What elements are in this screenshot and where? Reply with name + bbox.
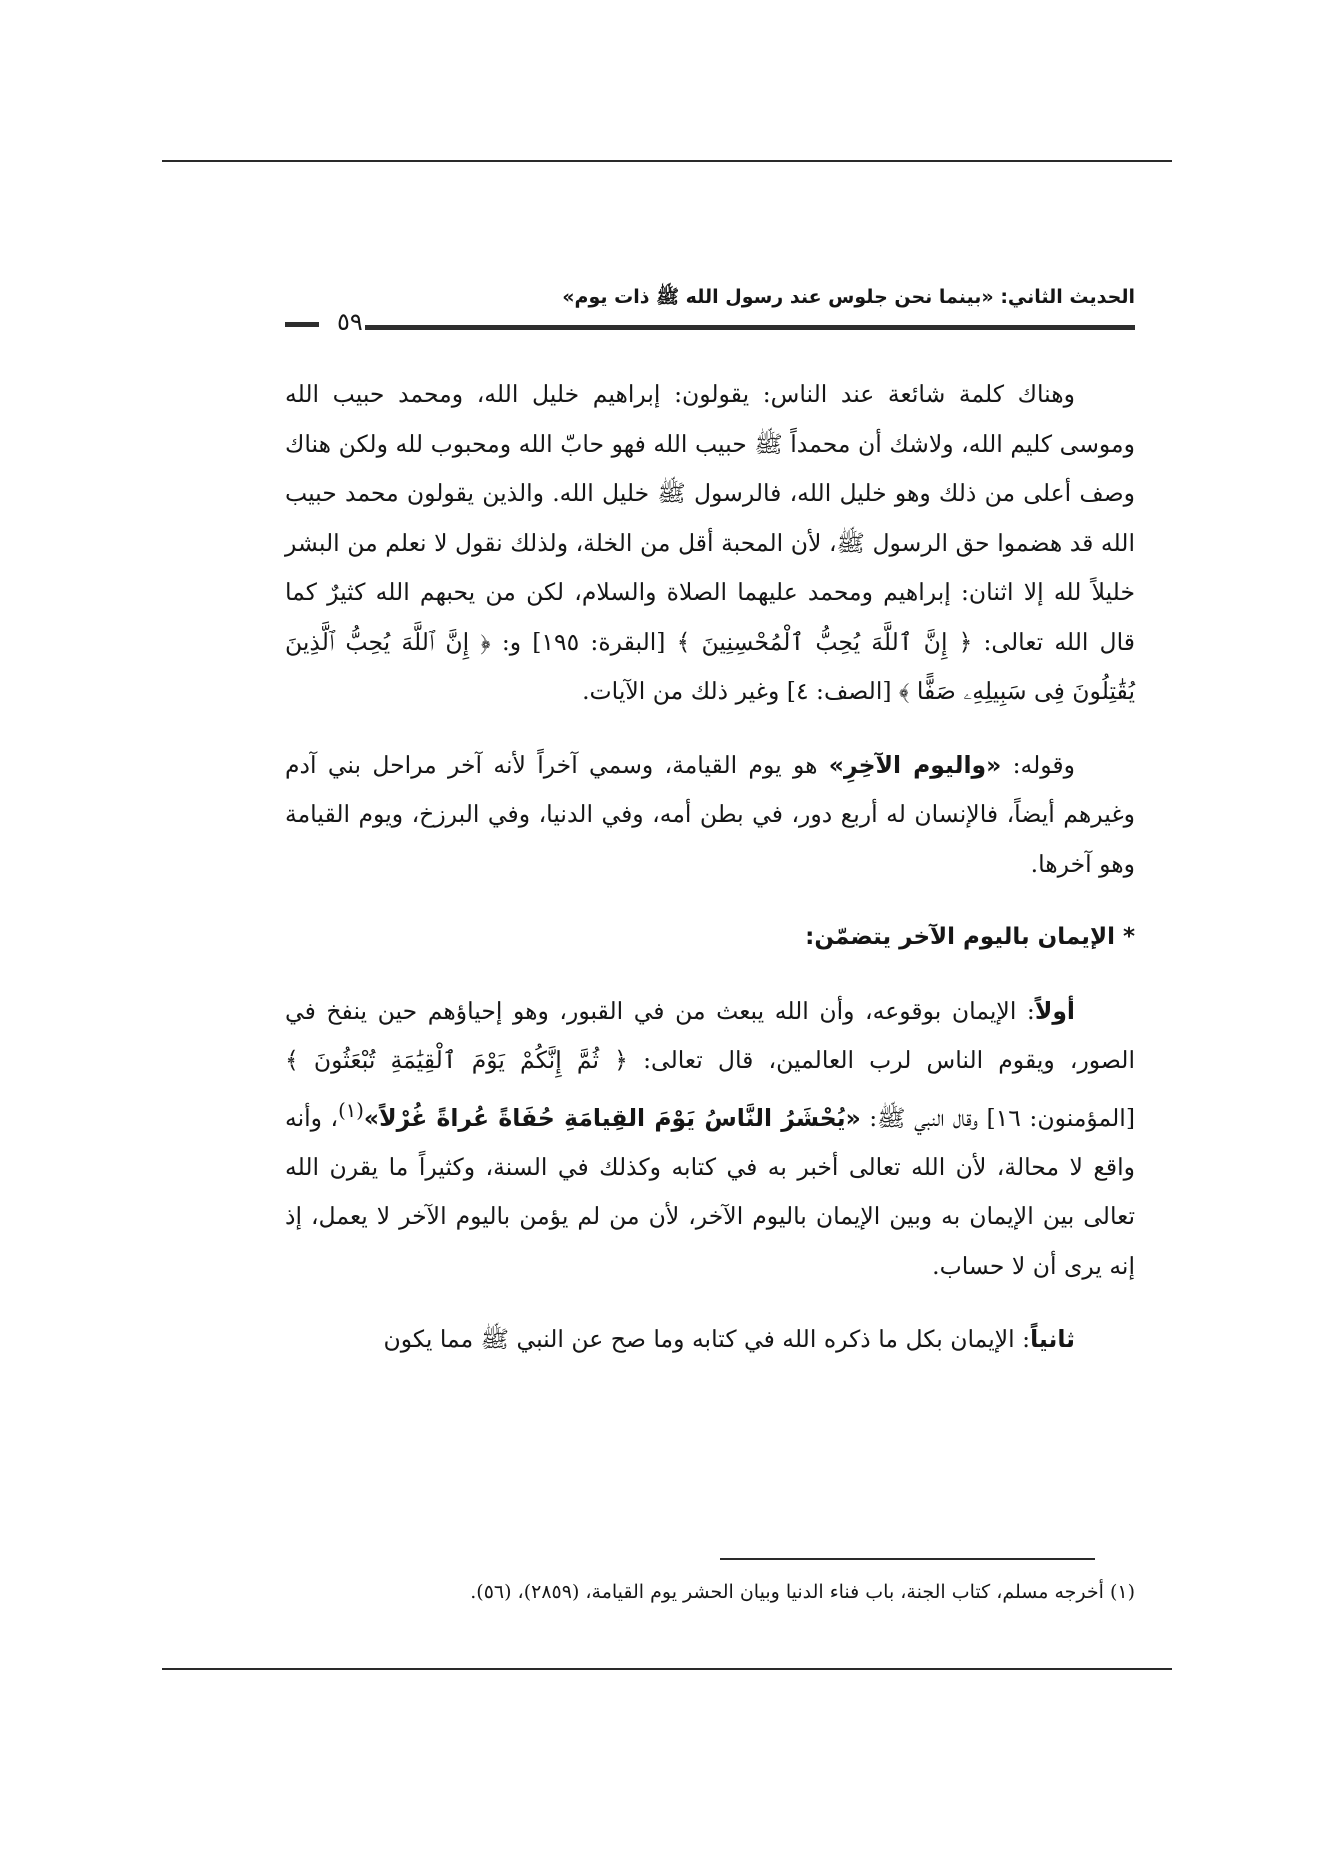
paragraph-khalil: وهناك كلمة شائعة عند الناس: يقولون: إبراهيم خليل الله، ومحمد حبيب الله وموسى كليم الله، ولاشك أن محمداً ﷺ حبيب الله فهو حابّ الله ومحبوب لله ولكن هناك وصف أعلى من ذلك وهو خليل الله، فالرسول ﷺ خليل الله. والذين يقولون محمد حبيب الله قد هضموا حق الرسول ﷺ، لأن المحبة أقل من الخلة، ولذلك نقول لا نعلم من البشر خليلاً لله إلا اثنان: إبراهيم ومحمد عليهما الصلاة والسلام، لكن من يحبهم الله كثيرٌ كما قال الله تعالى: ﴿ إِنَّ ٱللَّهَ يُحِبُّ ٱلْمُحْسِنِينَ ﴾ [البقرة: ١٩٥] و: ﴿ إِنَّ ٱللَّهَ يُحِبُّ ٱلَّذِينَ يُقَٰتِلُونَ فِى سَبِيلِهِۦ صَفًّا ﴾ [الصف: ٤] وغير ذلك من الآيات. <box>285 380 1135 705</box>
paragraph-second-text: : الإيمان بكل ما ذكره الله في كتابه وما صح عن النبي ﷺ مما يكون <box>383 1325 1031 1354</box>
footnote-reference: (١) <box>338 1098 364 1122</box>
footnote-text: أخرجه مسلم، كتاب الجنة، باب فناء الدنيا وبيان الحشر يوم القيامة، (٢٨٥٩)، (٥٦). <box>470 1581 1104 1603</box>
paragraph-first <box>285 987 1135 1292</box>
footnote-marker: (١) <box>1109 1581 1135 1603</box>
quoted-phrase-last-day: «واليوم الآخِرِ» <box>828 750 1002 779</box>
running-header <box>285 285 1135 341</box>
paragraph-first-text: : الإيمان بوقوعه، وأن الله يبعث من في القبور، وهو إحياؤهم حين ينفخ في الصور، ويقوم الناس لرب العالمين، قال تعالى: ﴿ ثُمَّ إِنَّكُمْ يَوْمَ ٱلْقِيَٰمَةِ تُبْعَثُونَ ﴾ [المؤمنون: ١٦] وقال النبي ﷺ: <box>285 996 1135 1132</box>
paragraph-first-tail: ، وأنه واقع لا محالة، لأن الله تعالى أخبر به في كتابه وكذلك في السنة، وكثيراً ما يقرن الله تعالى بين الإيمان به وبين الإيمان باليوم الآخر، لأن من لم يؤمن باليوم الآخر لا يعمل، إذ إنه يرى أن لا حساب. <box>285 1103 1135 1280</box>
paragraph-last-day-text: هو يوم القيامة، وسمي آخراً لأنه آخر مراحل بني آدم وغيرهم أيضاً، فالإنسان له أربع دور، في بطن أمه، وفي الدنيا، وفي البرزخ، ويوم القيامة وهو آخرها. <box>285 750 1135 878</box>
page-number: ٥٩ <box>337 308 363 336</box>
paragraph-last-day-lead: وقوله: <box>1001 750 1075 779</box>
second-label: ثانياً <box>1030 1325 1075 1354</box>
first-label: أولاً <box>1034 996 1075 1025</box>
paragraph-second <box>285 1315 1135 1365</box>
page-number-mark <box>285 322 319 327</box>
top-page-rule <box>162 160 1172 162</box>
footnote <box>285 1576 1135 1608</box>
page-body <box>285 370 1135 1389</box>
hadith-quote: «يُحْشَرُ النَّاسُ يَوْمَ القِيامَةِ حُفَاةً عُراةً غُرْلاً» <box>363 1103 861 1132</box>
running-title: الحديث الثاني: «بينما نحن جلوس عند رسول الله ﷺ ذات يوم» <box>562 286 1135 308</box>
footnote-separator <box>720 1558 1095 1560</box>
paragraph-last-day <box>285 741 1135 890</box>
header-underline <box>365 325 1135 330</box>
section-heading: * الإيمان باليوم الآخر يتضمّن: <box>805 924 1135 950</box>
bottom-page-rule <box>162 1668 1172 1670</box>
